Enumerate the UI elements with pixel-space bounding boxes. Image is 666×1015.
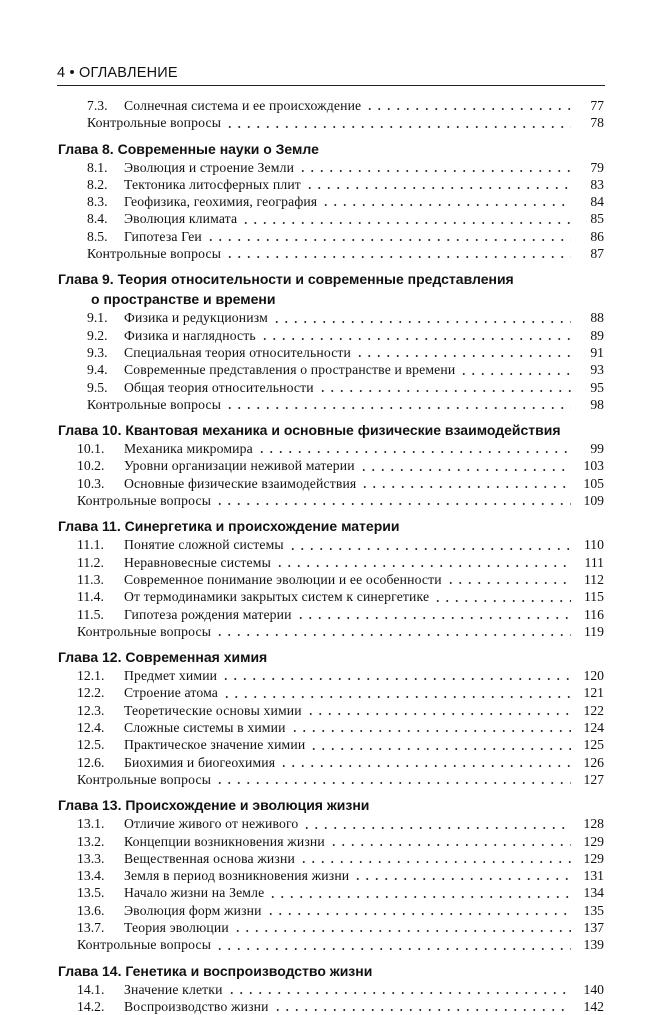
section-title: Начало жизни на Земле [124,885,265,901]
toc-entry[interactable] [58,159,604,176]
dot-leader [272,321,571,323]
section-title: Специальная теория относительности [124,344,352,360]
section-number: 9.1. [87,310,108,326]
page-number: 111 [584,554,604,570]
dot-leader [355,355,571,357]
page-number: 135 [583,902,604,918]
dot-leader [222,696,571,698]
page-number: 131 [583,868,604,884]
toc-entry[interactable] [58,193,604,210]
section-title: Общая теория относительности [124,379,314,395]
page-number: 110 [583,537,604,553]
toc-entry-quiz[interactable] [58,623,604,640]
dot-leader [221,678,571,680]
dot-leader [290,730,571,732]
section-title: Физика и наглядность [124,327,256,343]
section-number: 9.5. [87,379,108,395]
section-number: 14.2. [77,998,105,1014]
section-title: Физика и редукционизм [124,310,268,326]
toc-entry[interactable] [58,588,604,605]
toc-entry[interactable] [58,702,604,719]
section-number: 10.1. [77,441,105,457]
section-number: 12.5. [77,737,105,753]
toc-entry[interactable] [58,867,604,884]
section-title: Контрольные вопросы [87,115,222,131]
section-title: Контрольные вопросы [77,623,212,639]
toc-entry-quiz[interactable] [58,936,604,953]
section-title: Теоретические основы химии [124,702,302,718]
table-of-contents [58,97,604,1015]
toc-entry[interactable] [58,176,604,193]
dot-leader [365,108,571,110]
section-number: 12.1. [77,668,105,684]
section-title: Контрольные вопросы [87,396,222,412]
toc-entry[interactable] [58,210,604,227]
section-title: Геофизика, геохимия, география [124,194,318,210]
section-title: Воспроизводство жизни [124,998,269,1014]
toc-entry[interactable] [58,344,604,361]
page-number: 99 [590,441,604,457]
section-title: Гипотеза рождения материи [124,606,292,622]
dot-leader [275,565,571,567]
dot-leader [299,861,571,863]
section-title: Концепции возникновения жизни [124,833,325,849]
dot-leader [241,222,571,224]
toc-entry-quiz[interactable] [58,245,604,262]
page-number: 140 [583,981,604,997]
chapter-14 [58,961,604,1015]
dot-leader [296,617,571,619]
section-title: Земля в период возникновения жизни [124,868,350,884]
page-number: 93 [590,362,604,378]
chapter-heading-continued[interactable]: о пространстве и времени [91,291,276,308]
toc-entry-quiz[interactable] [58,492,604,509]
section-title: Контрольные вопросы [77,493,212,509]
dot-leader [309,748,571,750]
dot-leader [225,256,571,258]
chapter-heading[interactable]: Глава 12. Современная химия [58,649,268,666]
dot-leader [359,469,571,471]
toc-entry-quiz[interactable] [58,771,604,788]
page-number: 122 [583,702,604,718]
dot-leader [215,782,571,784]
page-number: 127 [583,771,604,787]
section-title: Механика микромира [124,441,253,457]
section-title: Строение атома [124,685,219,701]
dot-leader [329,844,571,846]
dot-leader [298,170,571,172]
section-number: 11.1. [77,537,104,553]
toc-entry[interactable] [58,736,604,753]
page-number: 78 [590,115,604,131]
chapter-9 [58,269,604,413]
section-number: 13.5. [77,885,105,901]
toc-entry[interactable] [58,919,604,936]
section-title: Тектоника литосферных плит [124,176,301,192]
page-number: 109 [583,493,604,509]
section-number: 13.6. [77,902,105,918]
toc-entry[interactable] [58,228,604,245]
toc-entry[interactable] [58,361,604,378]
section-title: Биохимия и биогеохимия [124,754,276,770]
section-number: 12.3. [77,702,105,718]
dot-leader [215,634,571,636]
page-number: 79 [590,159,604,175]
section-title: Современные представления о пространстве и времени [124,362,456,378]
section-number: 11.4. [77,589,104,605]
page-number: 77 [590,98,604,113]
page-number: 86 [590,228,604,244]
toc-entry[interactable] [58,440,604,457]
toc-entry[interactable] [58,815,604,832]
section-number: 9.2. [87,327,108,343]
dot-leader [302,827,571,829]
dot-leader [215,503,571,505]
toc-entry[interactable] [58,571,604,588]
page-number: 83 [590,176,604,192]
toc-entry[interactable] [58,754,604,771]
toc-entry-quiz[interactable] [58,114,604,131]
page-number: 98 [590,396,604,412]
section-number: 11.5. [77,606,104,622]
section-title: От термодинамики закрытых систем к синергетике [124,589,430,605]
page-number: 120 [583,668,604,684]
toc-entry[interactable] [58,998,604,1015]
dot-leader [215,948,571,950]
page-number: 89 [590,327,604,343]
toc-entry[interactable] [58,379,604,396]
section-number: 13.2. [77,833,105,849]
page-number: 128 [583,816,604,832]
section-title: Контрольные вопросы [77,771,212,787]
chapter-13 [58,795,604,953]
chapter-heading[interactable]: Глава 8. Современные науки о Земле [58,140,319,157]
toc-entry[interactable] [58,884,604,901]
page-number: 134 [583,885,604,901]
page-number: 95 [590,379,604,395]
chapter-heading[interactable]: Глава 9. Теория относительности и современные представления [58,271,514,288]
running-header [57,63,605,86]
dot-leader [279,765,571,767]
section-number: 7.3. [87,98,108,113]
section-number: 8.2. [87,176,108,192]
toc-entry[interactable] [58,97,604,114]
section-number: 9.4. [87,362,108,378]
page-number: 129 [583,850,604,866]
chapter-7-tail [58,97,604,132]
toc-entry[interactable] [58,327,604,344]
dot-leader [353,878,571,880]
dot-leader [433,600,571,602]
page-number: 142 [583,998,604,1014]
toc-entry[interactable] [58,475,604,492]
toc-entry[interactable] [58,554,604,571]
page-number: 105 [583,475,604,491]
dot-leader [446,582,571,584]
toc-entry[interactable] [58,850,604,867]
section-title: Контрольные вопросы [87,246,222,262]
section-title: Эволюция и строение Земли [124,159,295,175]
section-number: 8.4. [87,211,108,227]
section-number: 13.7. [77,919,105,935]
dot-leader [260,338,571,340]
section-number: 8.1. [87,159,108,175]
section-title: Значение клетки [124,981,223,997]
section-number: 12.4. [77,720,105,736]
section-number: 13.3. [77,850,105,866]
section-title: Отличие живого от неживого [124,816,299,832]
section-number: 12.2. [77,685,105,701]
section-title: Контрольные вопросы [77,937,212,953]
dot-leader [321,204,571,206]
chapter-heading[interactable]: Глава 11. Синергетика и происхождение материи [58,518,400,535]
section-number: 10.3. [77,475,105,491]
section-title: Солнечная система и ее происхождение [124,98,362,113]
section-number: 8.3. [87,194,108,210]
dot-leader [305,187,571,189]
dot-leader [233,930,571,932]
toc-entry[interactable] [58,667,604,684]
dot-leader [288,548,571,550]
page-number: 87 [590,246,604,262]
toc-entry[interactable] [58,457,604,474]
section-number: 10.2. [77,458,105,474]
chapter-12 [58,647,604,788]
toc-entry[interactable] [58,536,604,553]
page-number: 116 [583,606,604,622]
toc-entry[interactable] [58,833,604,850]
section-title: Вещественная основа жизни [124,850,295,866]
section-title: Предмет химии [124,668,218,684]
chapter-heading[interactable]: Глава 14. Генетика и воспроизводство жизни [58,962,373,979]
section-number: 14.1. [77,981,105,997]
page-number: 115 [583,589,604,605]
chapter-heading[interactable]: Глава 13. Происхождение и эволюция жизни [58,797,370,814]
chapter-8 [58,139,604,263]
dot-leader [273,1009,571,1011]
page-number: 129 [583,833,604,849]
toc-entry[interactable] [58,902,604,919]
section-title: Понятие сложной системы [124,537,284,553]
dot-leader [257,451,571,453]
page-number: 112 [583,571,604,587]
toc-entry[interactable] [58,719,604,736]
dot-leader [266,913,571,915]
page-number: 125 [583,737,604,753]
section-title: Эволюция форм жизни [124,902,262,918]
toc-entry[interactable] [58,309,604,326]
section-number: 13.4. [77,868,105,884]
section-title: Гипотеза Геи [124,228,202,244]
dot-leader [318,390,571,392]
section-number: 13.1. [77,816,105,832]
dot-leader [225,126,571,128]
page-number: 84 [590,194,604,210]
section-number: 12.6. [77,754,105,770]
page-number: 119 [583,623,604,639]
dot-leader [206,239,571,241]
toc-entry[interactable] [58,684,604,701]
dot-leader [225,407,571,409]
dot-leader [360,486,571,488]
section-title: Эволюция климата [124,211,238,227]
page-number: 124 [583,720,604,736]
section-number: 11.2. [77,554,104,570]
page-number: 88 [590,310,604,326]
dot-leader [268,896,571,898]
toc-entry-quiz[interactable] [58,396,604,413]
page-number: 139 [583,937,604,953]
section-title: Неравновесные системы [124,554,271,570]
page-number: 103 [583,458,604,474]
running-header-text: 4 • ОГЛАВЛЕНИЕ [57,65,178,81]
chapter-heading[interactable]: Глава 10. Квантовая механика и основные физические взаимодействия [58,422,561,439]
toc-entry[interactable] [58,981,604,998]
section-number: 9.3. [87,344,108,360]
page-number: 137 [583,919,604,935]
chapter-11 [58,516,604,640]
dot-leader [306,713,571,715]
section-title: Уровни организации неживой материи [124,458,355,474]
section-title: Практическое значение химии [124,737,306,753]
section-title: Современное понимание эволюции и ее особенности [124,571,442,587]
page-number: 121 [583,685,604,701]
toc-entry[interactable] [58,606,604,623]
section-title: Теория эволюции [124,919,229,935]
chapter-10 [58,420,604,509]
section-title: Сложные системы в химии [124,720,286,736]
section-number: 11.3. [77,571,104,587]
dot-leader [459,373,571,375]
section-title: Основные физические взаимодействия [124,475,357,491]
dot-leader [227,992,571,994]
section-number: 8.5. [87,228,108,244]
page-number: 91 [590,344,604,360]
page-number: 85 [590,211,604,227]
page-number: 126 [583,754,604,770]
